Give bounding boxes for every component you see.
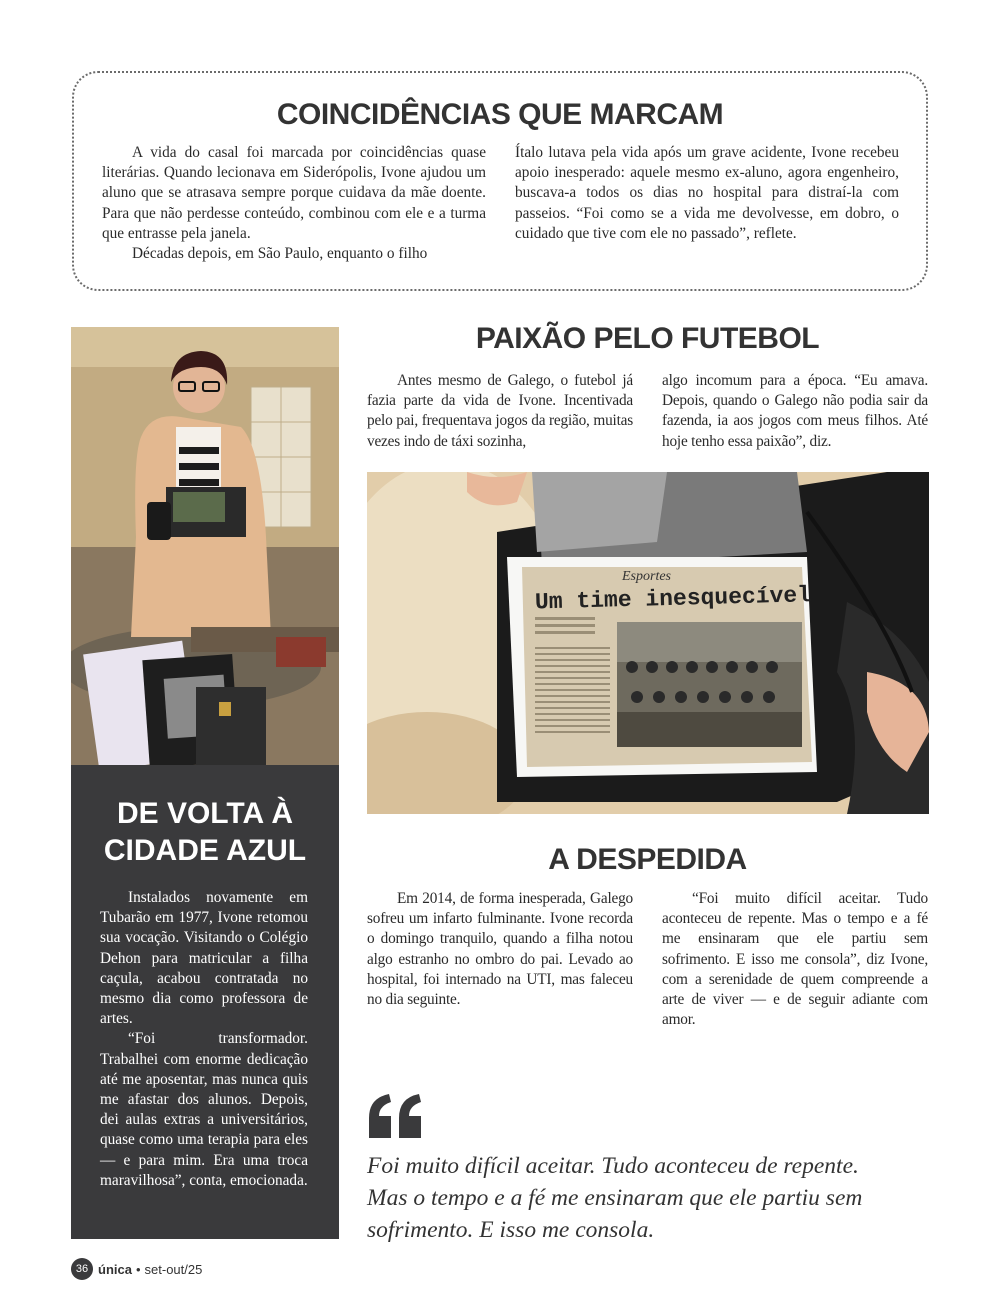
- paragraph: Antes mesmo de Galego, o futebol já fazia parte da vida de Ivone. Incentivada pelo pai, frequentava jogos da região, muitas vezes indo de táxi sozinha,: [367, 372, 633, 450]
- sidebar-title-line-2: CIDADE AZUL: [103, 834, 307, 867]
- section-title-coincidencias: COINCIDÊNCIAS QUE MARCAM: [276, 98, 724, 131]
- paragraph: Ítalo lutava pela vida após um grave acidente, Ivone recebeu apoio inesperado: aquele mesmo ex-aluno, agora engenheiro, buscava-a todos os dias no hospital para distraí-la com passeios. “Foi como se a vida me devolvesse, em dobro, o cuidado que tive com ele no passado”, reflete.: [515, 144, 899, 242]
- sidebar-title-line-1: DE VOLTA À: [116, 797, 294, 830]
- pull-quote: Foi muito difícil aceitar. Tudo aconteceu de repente. Mas o tempo e a fé me ensinaram que ele partiu sem sofrimento. E isso me consola.: [367, 1153, 863, 1243]
- newspaper-headline: Um time inesquecível: [534, 582, 812, 616]
- futebol-column-1: [367, 371, 633, 452]
- paragraph: A vida do casal foi marcada por coincidências quase literárias. Quando lecionava em Siderópolis, Ivone ajudou um aluno que se atrasava sempre porque cuidava da mãe doente. Para que não perdesse conteúdo, combinou com ele e a turma que entrasse pela janela.: [102, 144, 486, 242]
- paragraph: “Foi transformador. Trabalhei com enorme dedicação até me aposentar, mas nunca quis me afastar dos alunos. Depois, dei aulas extras a universitários, quase como uma terapia para eles — e para mim. Era uma troca maravilhosa”, conta, emocionada.: [100, 1030, 308, 1189]
- despedida-column-1: [367, 889, 633, 1010]
- sidebar-title: [71, 795, 339, 869]
- photo-woman-with-trophy: [71, 327, 339, 765]
- coincidences-column-1: [102, 143, 486, 264]
- newspaper-section-label: Esportes: [622, 569, 671, 584]
- page-number: 36: [71, 1258, 93, 1280]
- photo-woman-illustration: [71, 327, 339, 765]
- quote-mark-icon: [367, 1092, 423, 1138]
- despedida-column-2: [662, 889, 928, 1030]
- sidebar-text: [100, 888, 308, 1191]
- coincidences-column-2: [515, 143, 899, 244]
- paragraph: Décadas depois, em São Paulo, enquanto o filho: [132, 245, 428, 263]
- issue-date: set-out/25: [144, 1261, 203, 1277]
- page-footer: [71, 1258, 202, 1280]
- paragraph: “Foi muito difícil aceitar. Tudo aconteceu de repente. Mas o tempo e a fé me ensinaram que ele partiu sem sofrimento. E isso me consola”, diz Ivone, com a serenidade de quem compreende a arte de viver — e de seguir adiante com amor.: [662, 890, 928, 1029]
- photo-newspaper-album: [367, 472, 929, 814]
- paragraph: Em 2014, de forma inesperada, Galego sofreu um infarto fulminante. Ivone recorda o domingo tranquilo, quando a filha notou algo estranho no ombro do pai. Levado ao hospital, foi internado na UTI, mas faleceu no dia seguinte.: [367, 890, 633, 1009]
- paragraph: algo incomum para a época. “Eu amava. Depois, quando o Galego não podia sair da fazenda, ia aos jogos com meus filhos. Até hoje tenho essa paixão”, diz.: [662, 372, 928, 450]
- footer-separator: •: [135, 1261, 141, 1277]
- section-title-futebol: PAIXÃO PELO FUTEBOL: [475, 322, 820, 355]
- paragraph: Instalados novamente em Tubarão em 1977, Ivone retomou sua vocação. Visitando o Colégio Dehon para matricular a filha caçula, acabou contratada no mesmo dia como professora de artes.: [100, 889, 308, 1028]
- magazine-name: única: [98, 1261, 132, 1277]
- album-illustration: [367, 472, 929, 814]
- futebol-column-2: [662, 371, 928, 452]
- section-title-despedida: A DESPEDIDA: [548, 843, 747, 876]
